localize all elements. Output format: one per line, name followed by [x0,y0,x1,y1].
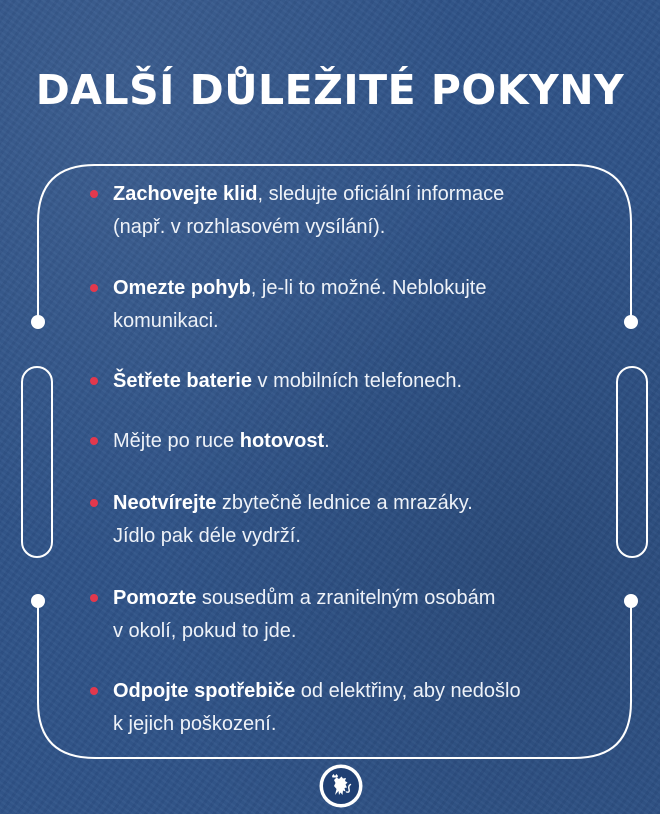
item-text: zbytečně lednice a mrazáky. [216,492,473,514]
list-item [90,425,570,458]
item-text: , sledujte oficiální informace [257,183,505,205]
bullet-dot-icon [90,190,98,198]
bullet-dot-icon [90,284,98,292]
lion-emblem-icon [318,763,364,809]
item-text: . [324,430,330,452]
bullet-dot-icon [90,499,98,507]
item-text: od elektřiny, aby nedošlo [295,680,521,702]
item-text: v mobilních telefonech. [251,370,463,392]
bullet-dot-icon [90,594,98,602]
item-bold-text: hotovost [239,430,325,452]
item-text-line2: v okolí, pokud to jde. [113,620,297,642]
item-text-pre: Mějte po ruce [113,430,240,452]
item-text-line2: Jídlo pak déle vydrží. [113,525,301,547]
item-text-line2: (např. v rozhlasovém vysílání). [113,216,386,238]
item-bold-text: Neotvírejte [113,492,217,514]
frame-right-pill [617,367,647,557]
frame-dot-top-right [624,315,638,329]
list-item [90,272,570,338]
item-bold-text: Odpojte spotřebiče [113,680,296,702]
list-item [90,178,570,244]
item-bold-text: Zachovejte klid [113,183,258,205]
list-item [90,675,570,741]
bullet-dot-icon [90,377,98,385]
item-text-line2: komunikaci. [113,310,219,332]
item-text: , je-li to možné. Neblokujte [250,277,487,299]
frame-dot-bottom-left [31,594,45,608]
item-bold-text: Pomozte [113,587,197,609]
list-item [90,365,570,398]
item-bold-text: Šetřete baterie [113,370,252,392]
frame-dot-bottom-right [624,594,638,608]
bullet-dot-icon [90,437,98,445]
item-text-line2: k jejich poškození. [113,713,277,735]
bullet-dot-icon [90,687,98,695]
frame-dot-top-left [31,315,45,329]
frame-left-pill [22,367,52,557]
item-bold-text: Omezte pohyb [113,277,251,299]
list-item [90,487,570,553]
list-item [90,582,570,648]
page-title: DALŠÍ DŮLEŽITÉ POKYNY [35,66,625,114]
item-text: sousedům a zranitelným osobám [196,587,496,609]
